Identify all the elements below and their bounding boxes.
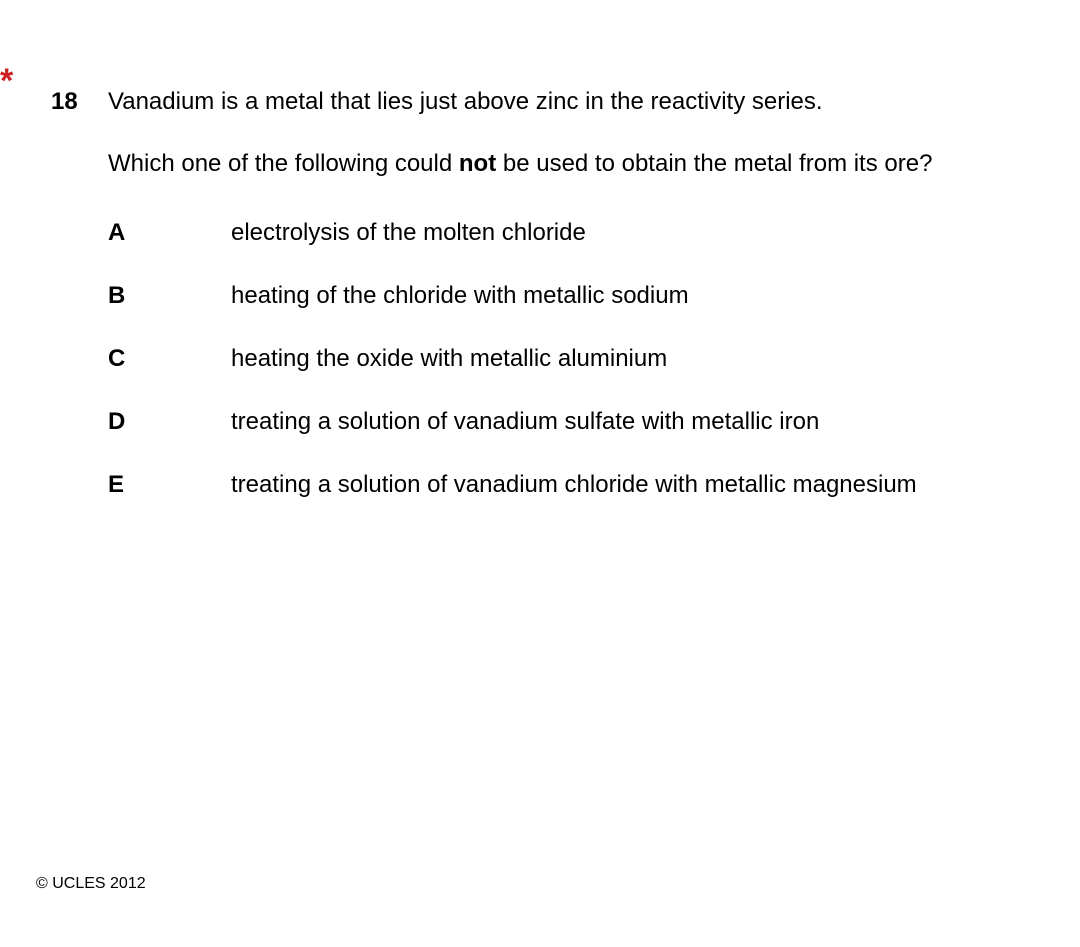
- option-c-letter: C: [108, 345, 126, 372]
- option-a-text: electrolysis of the molten chloride: [231, 219, 586, 246]
- option-e-letter: E: [108, 471, 125, 498]
- question-stem-line2: [108, 150, 932, 178]
- option-b-text: heating of the chloride with metallic sodium: [231, 282, 689, 309]
- option-d-text: treating a solution of vanadium sulfate with metallic iron: [231, 408, 820, 435]
- asterisk-marker-icon: *: [0, 62, 14, 100]
- option-e-text: treating a solution of vanadium chloride with metallic magnesium: [231, 471, 917, 498]
- stem-text-before: Which one of the following could: [108, 150, 459, 177]
- option-d-letter: D: [108, 408, 126, 435]
- stem-emphasis-not: not: [458, 150, 497, 177]
- option-c-text: heating the oxide with metallic aluminium: [231, 345, 668, 372]
- question-stem-line1: Vanadium is a metal that lies just above zinc in the reactivity series.: [108, 88, 823, 115]
- option-b-letter: B: [108, 282, 126, 309]
- stem-text-after: be used to obtain the metal from its ore?: [496, 150, 933, 177]
- question-number: 18: [51, 88, 78, 115]
- copyright-footer: © UCLES 2012: [36, 875, 146, 892]
- option-a-letter: A: [108, 219, 126, 246]
